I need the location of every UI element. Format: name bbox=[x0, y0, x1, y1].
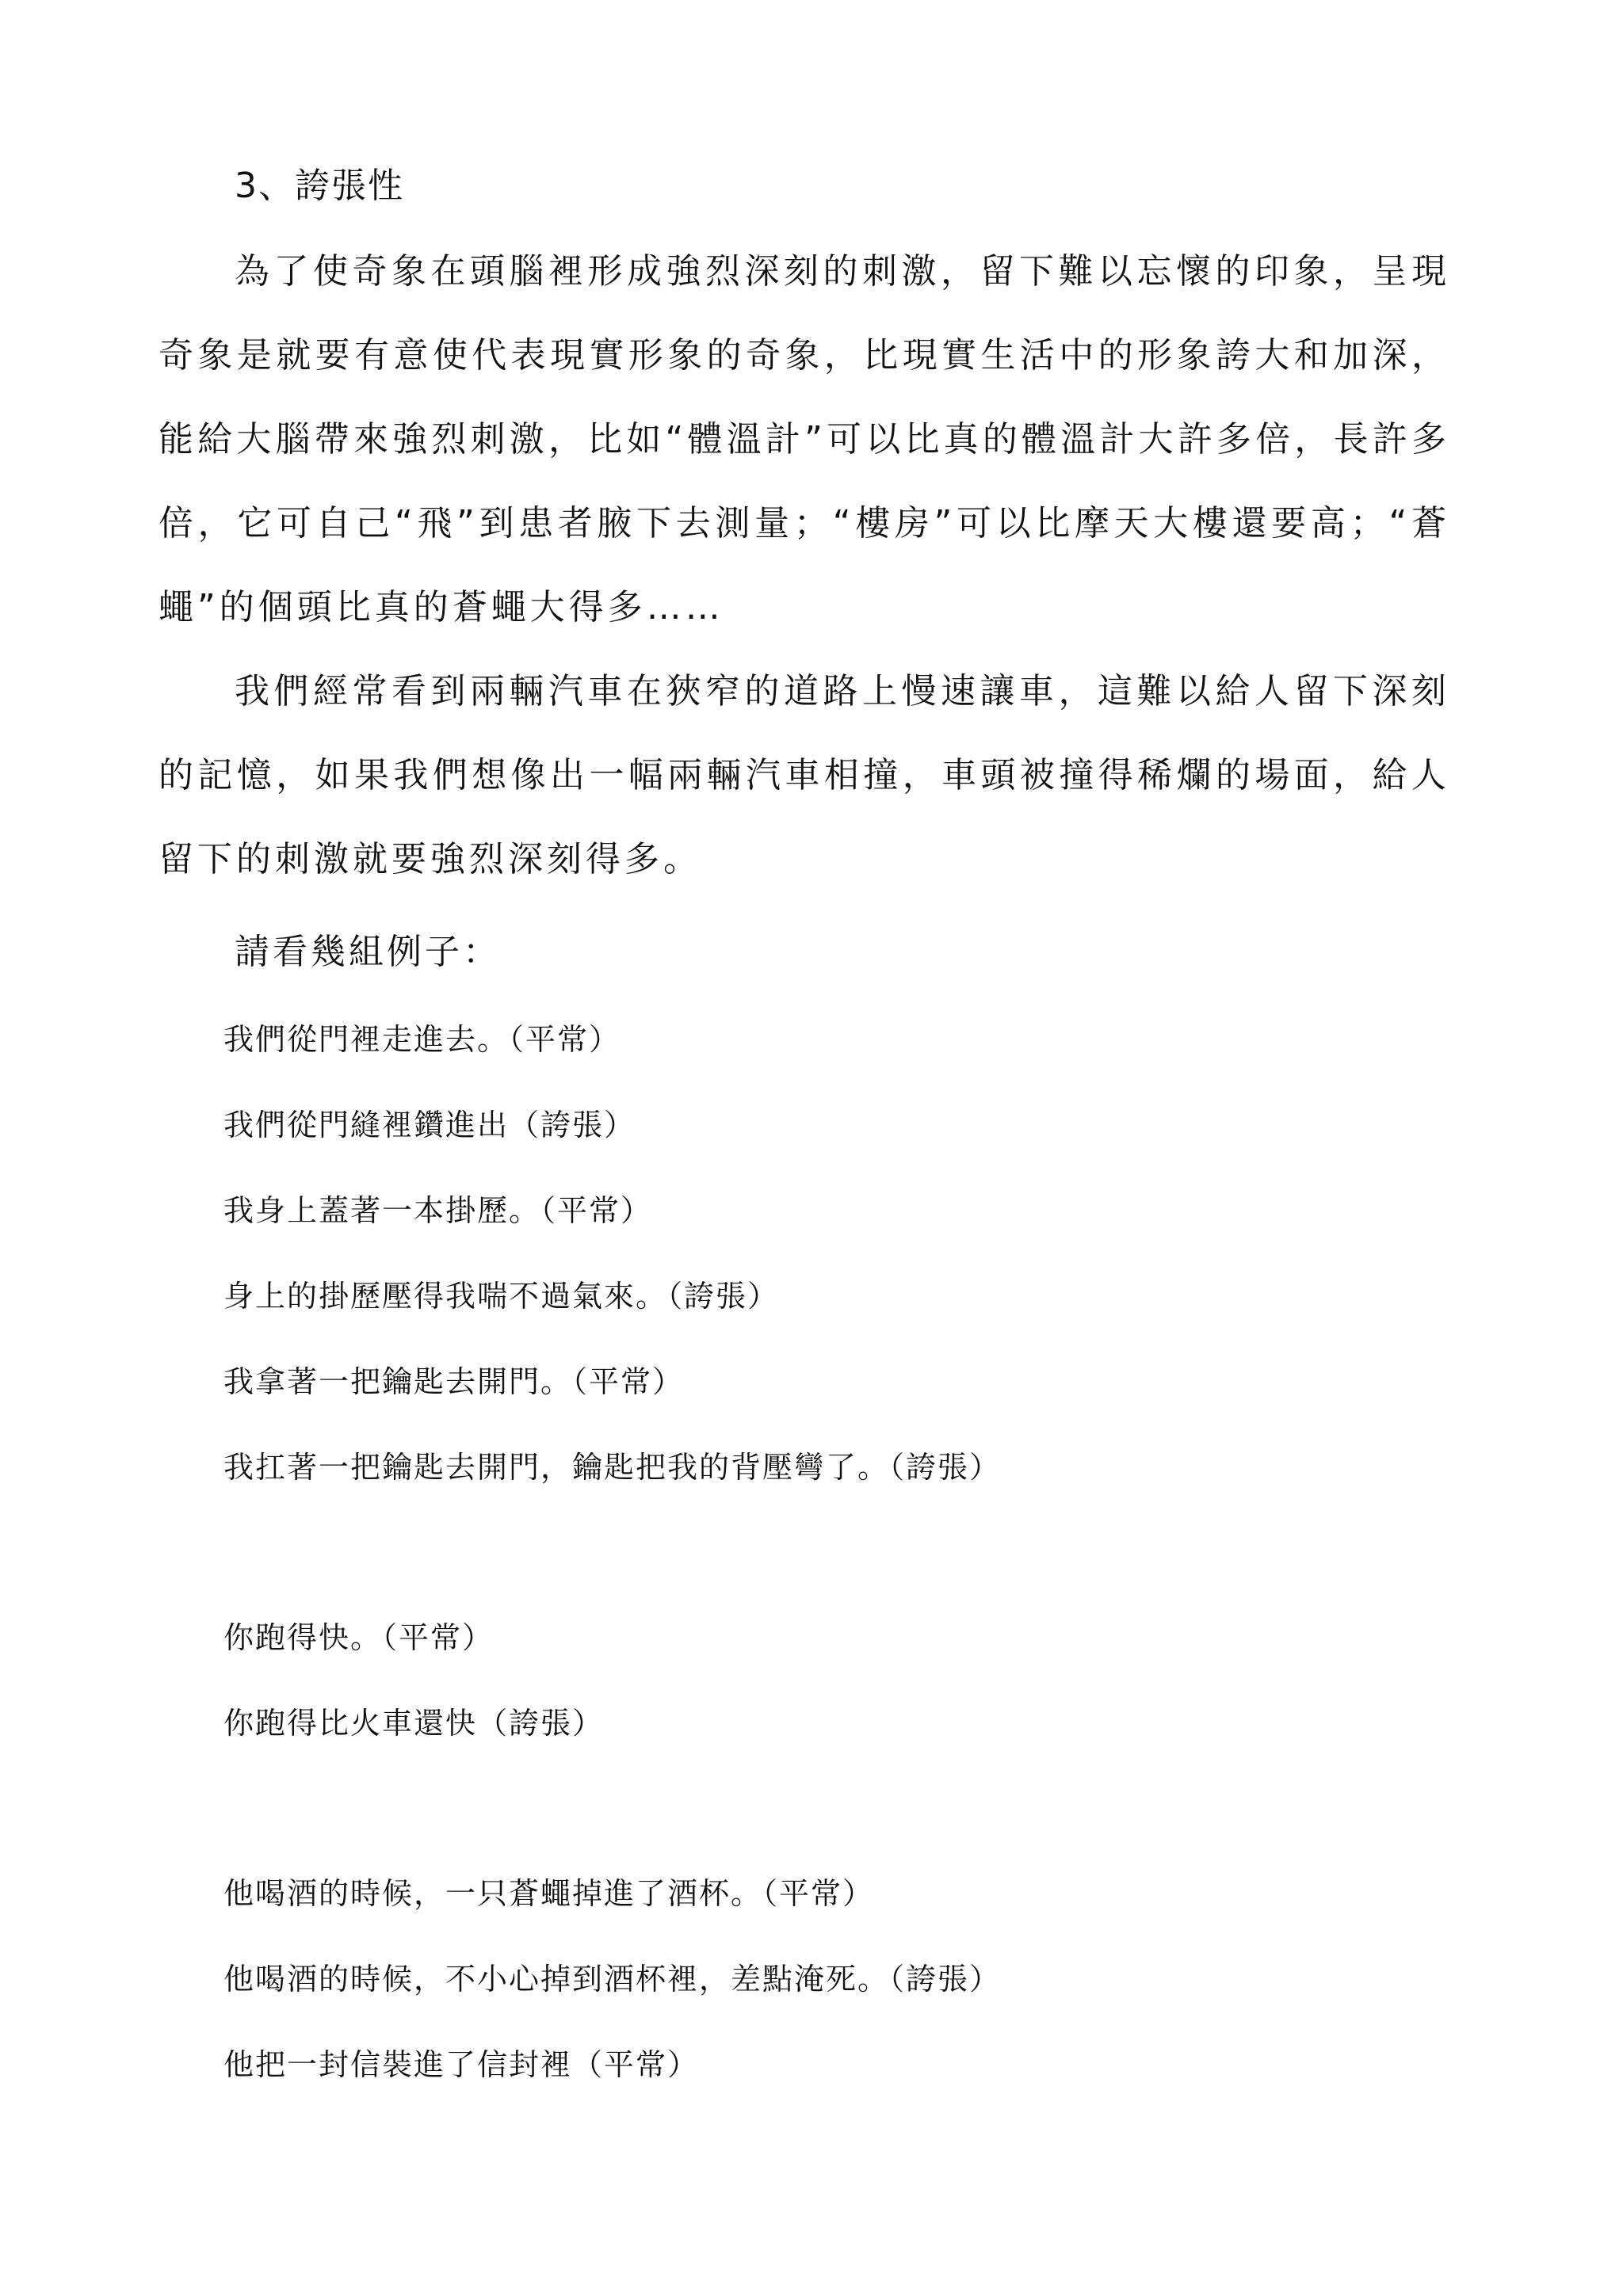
section-heading: 3、誇張性 bbox=[235, 166, 404, 206]
example-line: 他把一封信裝進了信封裡（平常） bbox=[223, 2047, 700, 2082]
example-line: 我們從門縫裡鑽進出（誇張） bbox=[223, 1108, 636, 1142]
body-paragraph-car-example: 我們經常看到兩輛汽車在狹窄的道路上慢速讓車，這難以給人留下深刻的記憶，如果我們想像出一幅兩輛汽車相撞，車頭被撞得稀爛的場面，給人留下的刺激就要強烈深刻得多。 bbox=[158, 671, 1450, 879]
example-line: 他喝酒的時候，不小心掉到酒杯裡，差點淹死。（誇張） bbox=[223, 1962, 1002, 1997]
example-line: 我們從門裡走進去。（平常） bbox=[223, 1022, 621, 1057]
example-line: 我拿著一把鑰匙去開門。（平常） bbox=[223, 1364, 685, 1399]
example-line: 你跑得比火車還快（誇張） bbox=[223, 1706, 605, 1741]
examples-lead: 請看幾組例子： bbox=[235, 932, 501, 972]
example-line: 身上的掛歷壓得我喘不過氣來。（誇張） bbox=[223, 1279, 780, 1314]
body-paragraph-exaggeration: 為了使奇象在頭腦裡形成強烈深刻的刺激，留下難以忘懷的印象，呈現奇象是就要有意使代表現實形象的奇象，比現實生活中的形象誇大和加深，能給大腦帶來強烈刺激，比如“體溫計”可以比真的體溫計大許多倍，長許多倍，它可自己“飛”到患者腋下去測量；“樓房”可以比摩天大樓還要高；“蒼蠅”的個頭比真的蒼蠅大得多…… bbox=[158, 251, 1450, 627]
example-line: 你跑得快。（平常） bbox=[223, 1620, 495, 1655]
example-line: 我身上蓋著一本掛歷。（平常） bbox=[223, 1193, 653, 1228]
example-line: 他喝酒的時候，一只蒼蠅掉進了酒杯。（平常） bbox=[223, 1876, 875, 1911]
example-line: 我扛著一把鑰匙去開門，鑰匙把我的背壓彎了。（誇張） bbox=[223, 1450, 1002, 1485]
